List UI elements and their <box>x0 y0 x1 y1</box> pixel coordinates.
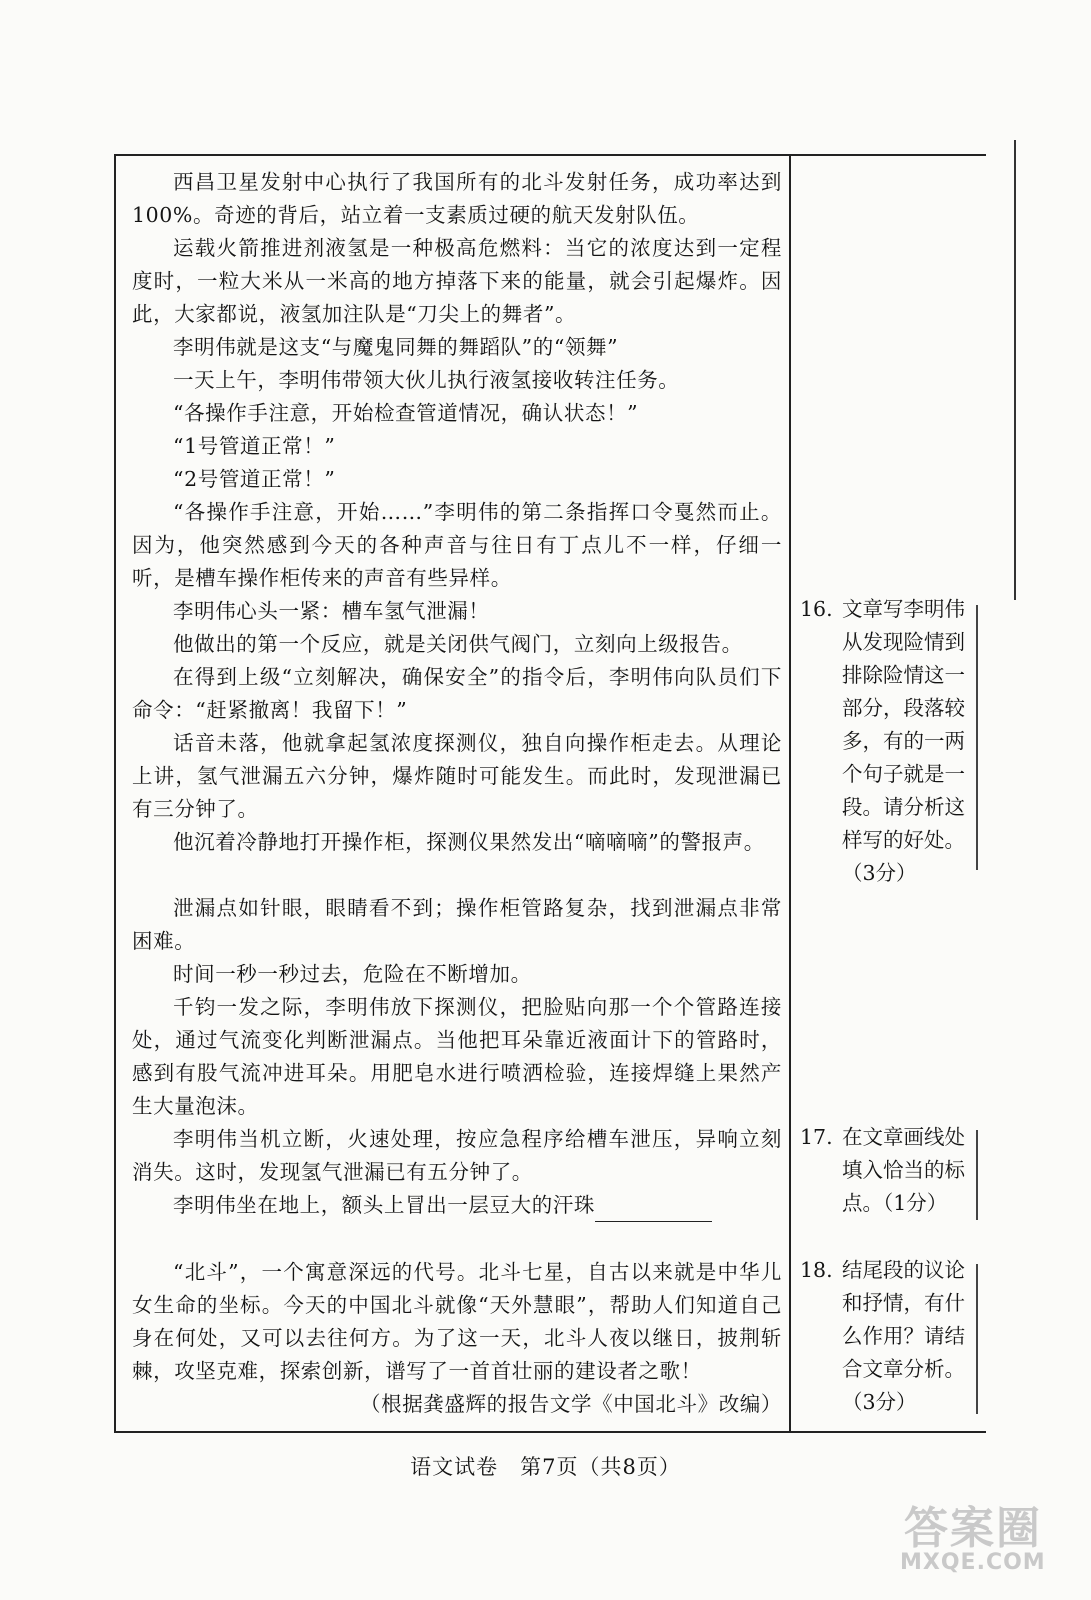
answer-bracket-16 <box>976 605 978 870</box>
paragraph <box>132 595 782 628</box>
paragraph <box>132 1123 782 1189</box>
question-number: 16. <box>800 597 833 621</box>
paragraph-text: 运载火箭推进剂液氢是一种极高危燃料：当它的浓度达到一定程度时，一粒大米从一米高的地方掉落下来的能量，就会引起爆炸。因此，大家都说，液氢加注队是“刀尖上的舞者”。 <box>132 236 782 326</box>
paragraph <box>132 1256 782 1388</box>
paragraph-text: 李明伟当机立断，火速处理，按应急程序给槽车泄压，异响立刻消失。这时，发现氢气泄漏已有五分钟了。 <box>132 1127 782 1184</box>
paragraph-text: 他沉着冷静地打开操作柜，探测仪果然发出“嘀嘀嘀”的警报声。 <box>173 830 765 854</box>
paragraph-text: 时间一秒一秒过去，危险在不断增加。 <box>173 962 532 986</box>
paragraph-text: “2号管道正常！” <box>173 467 336 491</box>
paragraph <box>132 1189 782 1222</box>
paragraph-text: 泄漏点如针眼，眼睛看不到；操作柜管路复杂，找到泄漏点非常困难。 <box>132 896 782 953</box>
paragraph <box>132 463 782 496</box>
question-number: 17. <box>800 1125 833 1149</box>
question-number: 18. <box>800 1258 833 1282</box>
paragraph-text: 一天上午，李明伟带领大伙儿执行液氢接收转注任务。 <box>173 368 680 392</box>
watermark-text: 答案圈 <box>904 1503 1042 1554</box>
paragraph-text: 话音未落，他就拿起氢浓度探测仪，独自向操作柜走去。从理论上讲，氢气泄漏五六分钟，爆炸随时可能发生。而此时，发现泄漏已有三分钟了。 <box>132 731 782 821</box>
paragraph <box>132 430 782 463</box>
paragraph <box>132 991 782 1123</box>
paragraph-text: “北斗”，一个寓意深远的代号。北斗七星，自古以来就是中华儿女生命的坐标。今天的中国北斗就像“天外慧眼”，帮助人们知道自己身在何处，又可以去往何方。为了这一天，北斗人夜以继日，披荆斩棘，攻坚克难，探索创新，谱写了一首首壮丽的建设者之歌！ <box>132 1260 782 1383</box>
question-text: 在文章画线处填入恰当的标点。（1分） <box>842 1125 965 1215</box>
paragraph <box>132 496 782 595</box>
paragraph-text: 他做出的第一个反应，就是关闭供气阀门，立刻向上级报告。 <box>173 632 743 656</box>
paragraph-text: 西昌卫星发射中心执行了我国所有的北斗发射任务，成功率达到100%。奇迹的背后，站立着一支素质过硬的航天发射队伍。 <box>132 170 782 227</box>
page-footer: 语文试卷 第7页（共8页） <box>410 1455 681 1479</box>
paragraph-text: “各操作手注意，开始检查管道情况，确认状态！” <box>173 401 639 425</box>
answer-bracket-18 <box>976 1264 978 1414</box>
watermark-url: MXQE.COM <box>900 1550 1046 1575</box>
paragraph <box>132 331 782 364</box>
question-text: 结尾段的议论和抒情，有什么作用？请结合文章分析。（3分） <box>842 1258 965 1414</box>
paragraph <box>132 397 782 430</box>
paragraph-text: 李明伟坐在地上，额头上冒出一层豆大的汗珠 <box>173 1193 595 1217</box>
source-note: （根据龚盛辉的报告文学《中国北斗》改编） <box>360 1392 782 1416</box>
paragraph <box>132 166 782 232</box>
paragraph <box>132 892 782 958</box>
answer-bracket-17 <box>976 1130 978 1220</box>
column-divider <box>789 154 791 1431</box>
paragraph <box>132 628 782 661</box>
paragraph-text: 李明伟心头一紧：槽车氢气泄漏！ <box>173 599 490 623</box>
paragraph-text: 在得到上级“立刻解决，确保安全”的指令后，李明伟向队员们下命令：“赶紧撤离！我留下！” <box>132 665 782 722</box>
binding-edge-line <box>1014 140 1016 600</box>
question-text: 文章写李明伟从发现险情到排除险情这一部分，段落较多，有的一两个句子就是一段。请分析这样写的好处。（3分） <box>842 597 965 885</box>
answer-blank[interactable] <box>595 1199 712 1222</box>
paragraph-text: 李明伟就是这支“与魔鬼同舞的舞蹈队”的“领舞” <box>173 335 619 359</box>
paragraph <box>132 826 782 859</box>
paragraph <box>132 661 782 727</box>
paragraph <box>132 232 782 331</box>
paragraph-text: 千钧一发之际，李明伟放下探测仪，把脸贴向那一个个管路连接处，通过气流变化判断泄漏点。当他把耳朵靠近液面计下的管路时，感到有股气流冲进耳朵。用肥皂水进行喷洒检验，连接焊缝上果然产生大量泡沫。 <box>132 995 782 1118</box>
watermark-logo <box>900 1492 1080 1592</box>
paragraph-text: “1号管道正常！” <box>173 434 336 458</box>
paragraph <box>132 958 782 991</box>
paragraph <box>132 727 782 826</box>
paragraph <box>132 364 782 397</box>
paragraph-text: “各操作手注意，开始……”李明伟的第二条指挥口令戛然而止。因为，他突然感到今天的各种声音与往日有丁点儿不一样，仔细一听，是槽车操作柜传来的声音有些异样。 <box>132 500 782 590</box>
